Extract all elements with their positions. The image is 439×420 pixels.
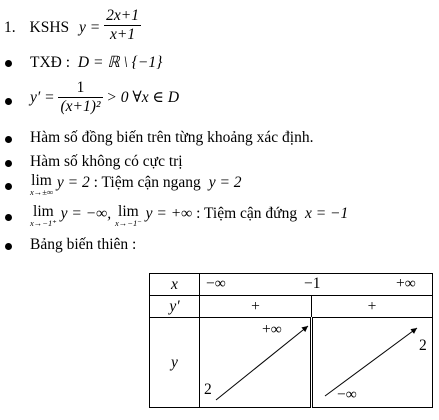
bullet-icon [5, 60, 12, 67]
x-label-cell [150, 274, 200, 296]
function-fraction [104, 7, 141, 44]
limit-left: lim x→−1⁻ [114, 203, 142, 228]
yp-label-cell [150, 296, 200, 318]
vertical-asymptote-eq: x = −1 [304, 205, 349, 222]
y-right-top: 2 [419, 337, 427, 354]
problem-line [4, 7, 141, 47]
vertical-asymptote-line [30, 205, 348, 228]
limit-horizontal-expr: y = 2 [56, 174, 90, 191]
derivative-lhs: y′ = [30, 89, 55, 107]
yp-left-cell [200, 296, 312, 318]
table-title: Bảng biến thiên : [30, 236, 137, 253]
limit-left-expr: y = +∞ [145, 205, 193, 222]
domain-label: TXĐ : [30, 54, 71, 71]
function-lhs: y = [79, 19, 101, 37]
no-extrema-statement: Hàm số không có cực trị [30, 153, 183, 170]
y-left-top: +∞ [262, 321, 282, 338]
horizontal-asymptote-eq: y = 2 [208, 174, 242, 191]
x-label: x [171, 275, 178, 293]
derivative-fraction [58, 79, 102, 116]
derivative-numerator: 1 [76, 79, 85, 96]
increasing-arrow-right-icon [313, 318, 433, 408]
x-mid-value: −1 [304, 275, 321, 292]
limit-right: lim x→−1⁺ [30, 203, 57, 228]
yp-right-sign: + [367, 297, 377, 315]
limit-horizontal: lim x→±∞ [30, 172, 53, 197]
bullet-icon [5, 214, 12, 221]
derivative-line [30, 79, 179, 116]
y-right-bottom: −∞ [337, 386, 357, 403]
y-right-cell [312, 318, 433, 408]
domain-line [30, 53, 162, 72]
y-label-cell [150, 318, 200, 408]
horizontal-asymptote-line [30, 174, 242, 197]
domain-value: D = ℝ \ {−1} [77, 54, 163, 71]
y-left-cell [200, 318, 312, 408]
increasing-arrow-left-icon [200, 318, 311, 408]
y-label: y [171, 353, 178, 371]
horizontal-asymptote-text: : Tiệm cận ngang [93, 174, 201, 191]
bullet-icon [5, 98, 12, 105]
variation-table [149, 273, 433, 408]
yp-label: y′ [169, 297, 180, 315]
y-left-bottom: 2 [204, 381, 212, 398]
fraction-numerator: 2x+1 [106, 7, 139, 24]
bullet-icon [5, 160, 12, 167]
bullet-icon [5, 136, 12, 143]
derivative-rhs: > 0 ∀x ∈ D [106, 89, 180, 107]
bullet-icon [5, 243, 12, 250]
yp-left-sign: + [251, 297, 260, 315]
x-left-value: −∞ [206, 275, 226, 292]
x-values-cell [200, 274, 433, 296]
vertical-asymptote-text: : Tiệm cận đứng [196, 205, 298, 222]
limit-right-expr: y = −∞, [60, 205, 112, 222]
yp-right-cell [312, 296, 433, 318]
fraction-denominator: x+1 [109, 26, 136, 43]
bullet-icon [5, 183, 12, 190]
derivative-denominator: (x+1)² [60, 98, 101, 115]
problem-number: 1. [4, 19, 16, 37]
problem-label: KSHS [29, 19, 70, 37]
x-right-value: +∞ [396, 275, 416, 292]
increasing-statement: Hàm số đồng biến trên từng khoảng xác định. [30, 129, 314, 146]
